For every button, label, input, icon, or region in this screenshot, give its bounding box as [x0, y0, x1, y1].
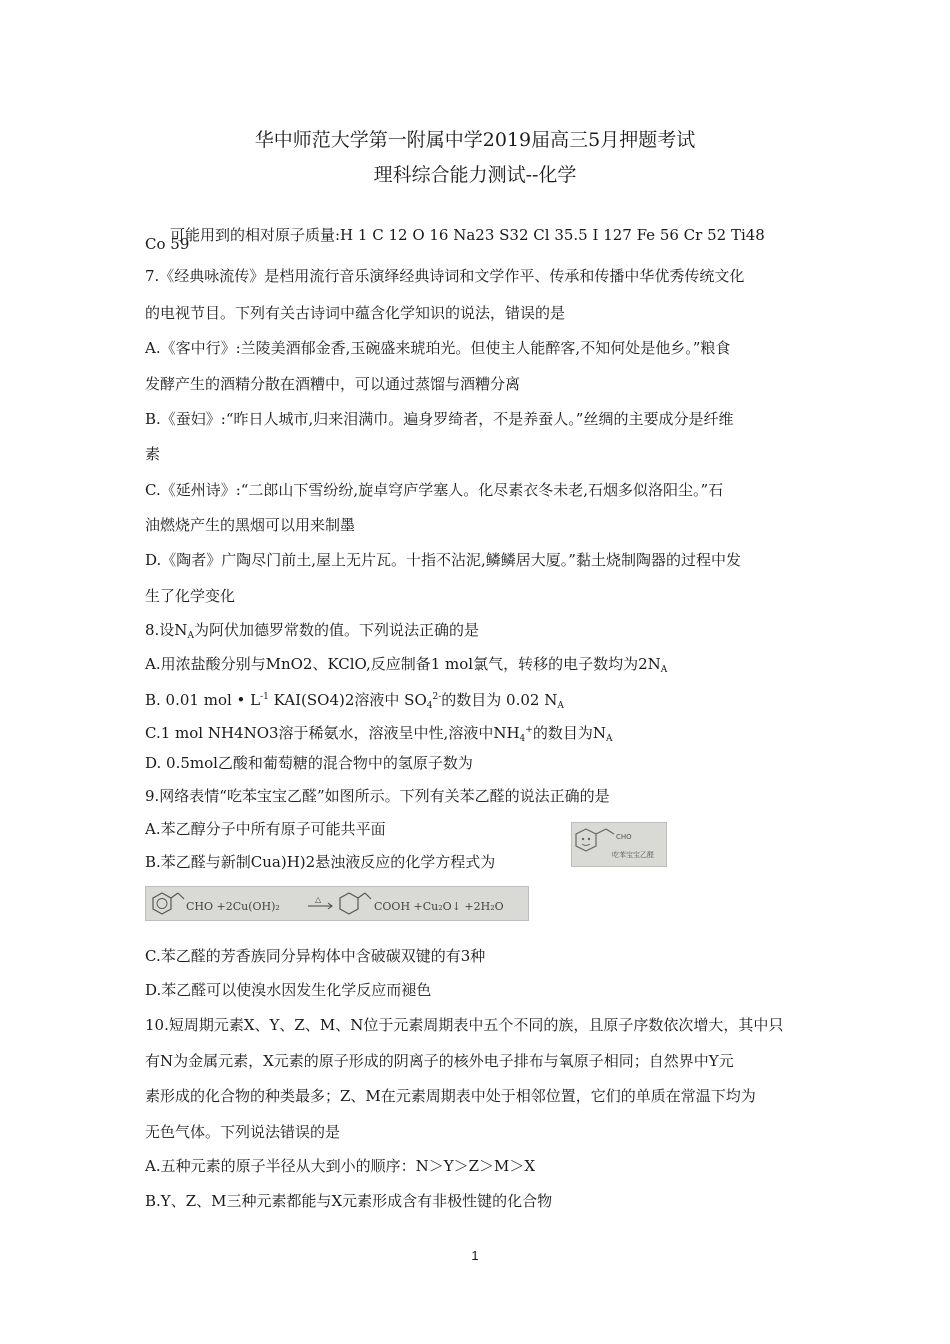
emoji-caption: 吃苯宝宝乙醛: [612, 851, 654, 859]
exam-subtitle: 理科综合能力测试--化学: [373, 164, 577, 186]
q10-stem-line3: 素形成的化合物的种类最多；Z、M在元素周期表中处于相邻位置，它们的单质在常温下均为: [145, 1087, 756, 1105]
q8-option-c: C.1 mol NH4NO3溶于稀氨水，溶液呈中性,溶液中$NH_4^+$的数目为$N_A$: [145, 724, 613, 744]
reaction-equation-image: [145, 886, 529, 921]
q10-option-a: A.五种元素的原子半径从大到小的顺序：N＞Y＞Z＞M＞X: [145, 1157, 536, 1175]
q8-option-d: D. 0.5mol乙酸和葡萄糖的混合物中的氢原子数为: [145, 754, 473, 772]
q8-option-b: B. 0.01 mol • $L^{-1}$ KAI(SO4)2溶液中 $SO_4^{2-}$的数目为 0.02 $N_A$: [145, 691, 564, 711]
atomic-masses-line2: Co 59: [145, 235, 190, 253]
q9-option-b: B.苯乙醛与新制Cua)H)2悬浊液反应的化学方程式为: [145, 853, 496, 871]
benzene-emoji-icon: [572, 823, 666, 866]
q7-option-a-line2: 发酵产生的酒精分散在酒糟中，可以通过蒸馏与酒糟分离: [145, 375, 521, 393]
exam-title: 华中师范大学第一附属中学2019届高三5月押题考试: [254, 129, 696, 151]
q7-option-a-line1: A.《客中行》:兰陵美酒郁金香,玉碗盛来琥珀光。但使主人能醉客,不知何处是他乡。”粮食: [145, 339, 731, 357]
q9-option-d: D.苯乙醛可以使溴水因发生化学反应而褪色: [145, 981, 432, 999]
q10-stem-line1: 10.短周期元素X、Y、Z、M、N位于元素周期表中五个不同的族，且原子序数依次增大，其中只: [145, 1016, 784, 1034]
q8-stem: 8.设$N_A$为阿伏加德罗常数的值。下列说法正确的是: [145, 621, 479, 641]
q10-option-b: B.Y、Z、M三种元素都能与X元素形成含有非极性键的化合物: [145, 1192, 553, 1210]
eq-left-text: CHO +2Cu(OH)₂: [186, 900, 280, 913]
q10-stem-line2: 有N为金属元素，X元素的原子形成的阴离子的核外电子排布与氧原子相同；自然界中Y元: [145, 1052, 734, 1070]
q9-option-a: A.苯乙醇分子中所有原子可能共平面: [145, 820, 386, 838]
eq-right-text: COOH +Cu₂O↓ +2H₂O: [374, 900, 504, 913]
q7-option-b-line2: 素: [145, 445, 161, 463]
q8-option-a: A.用浓盐酸分别与MnO2、KClO,反应制备1 mol氯气，转移的电子数均为$2N_A$: [145, 655, 668, 675]
q7-stem-line1: 7.《经典咏流传》是档用流行音乐演绎经典诗词和文学作平、传承和传播中华优秀传统文化: [145, 267, 745, 285]
emoji-cho-label: CHO: [616, 833, 632, 841]
page-number: 1: [471, 1248, 479, 1263]
q7-stem-line2: 的电视节目。下列有关古诗词中蕴含化学知识的说法，错误的是: [145, 304, 566, 322]
q7-option-c-line2: 油燃烧产生的黑烟可以用来制墨: [145, 516, 356, 534]
q7-option-c-line1: C.《延州诗》:“二郎山下雪纷纷,旋卓穹庐学塞人。化尽素衣冬未老,石烟多似洛阳尘。”石: [145, 481, 724, 499]
emoji-sticker-image: [571, 822, 667, 867]
atomic-masses-line1: 可能用到的相对原子质量:H 1 C 12 O 16 Na23 S32 Cl 35.5 I 127 Fe 56 Cr 52 Ti48: [170, 226, 765, 244]
q9-option-c: C.苯乙醛的芳香族同分异构体中含破碳双键的有3种: [145, 947, 486, 965]
q7-option-b-line1: B.《蚕妇》:“昨日人城市,归来泪满巾。遍身罗绮者，不是养蚕人。”丝绸的主要成分是纤维: [145, 410, 734, 428]
q9-stem: 9.网络表情“吃苯宝宝乙醛”如图所示。下列有关苯乙醛的说法正确的是: [145, 787, 610, 805]
reaction-equation-graphic: [146, 887, 528, 920]
q7-option-d-line2: 生了化学变化: [145, 587, 236, 605]
q7-option-d-line1: D.《陶者》广陶尽门前土,屋上无片瓦。十指不沾泥,鳞鳞居大厦。”黏土烧制陶器的过程中发: [145, 551, 741, 569]
q10-stem-line4: 无色气体。下列说法错误的是: [145, 1123, 341, 1141]
eq-arrow-label: △: [315, 895, 322, 904]
